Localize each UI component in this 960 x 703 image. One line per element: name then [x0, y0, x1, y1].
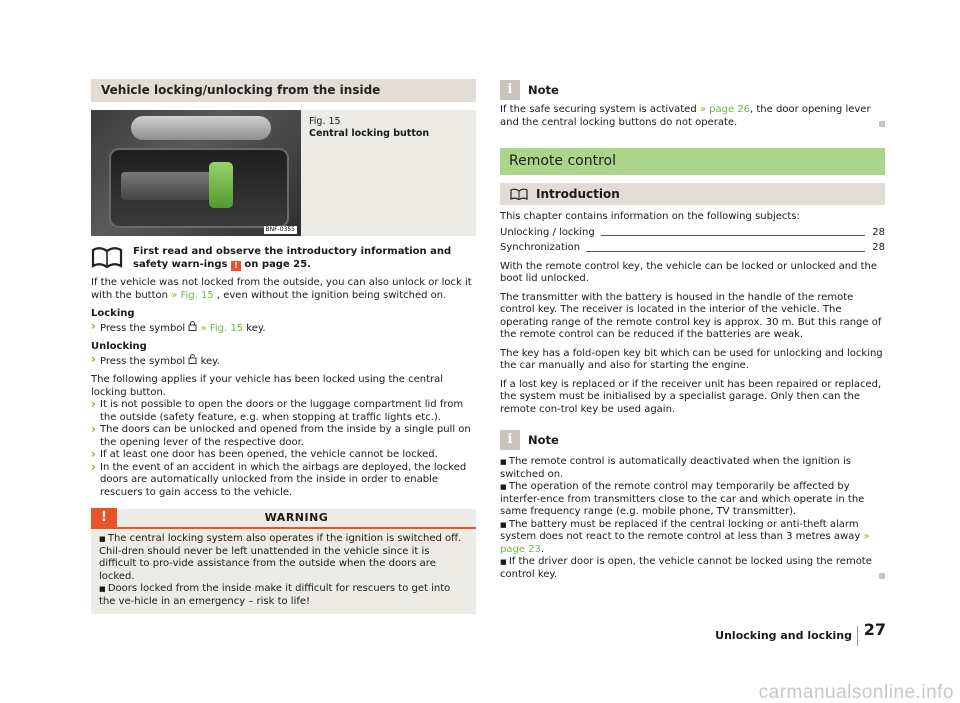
unlocking-heading: Unlocking: [91, 341, 147, 352]
note-item: ■ The remote control is automatically deactivated when the ignition is switched on.: [500, 456, 885, 481]
note-item: ■ The operation of the remote control may temporarily be affected by interfer-ence from transmitters close to the car and which operate in the same frequency range (e.g. mobile phone, TV transmitter).: [500, 481, 885, 519]
warning-label: WARNING: [264, 510, 329, 524]
opening-lever-shape: [121, 172, 211, 200]
introduction-title: Introduction: [536, 187, 620, 201]
paragraph: With the remote control key, the vehicle can be locked or unlocked and the boot lid unlocked.: [500, 260, 878, 284]
locking-step: › Press the symbol » Fig. 15 key.: [91, 321, 476, 336]
intro-paragraph: If the vehicle was not locked from the outside, you can also unlock or lock it with the button » Fig. 15 , even without the ignition being switched on.: [91, 277, 472, 301]
page-number: 27: [863, 620, 886, 639]
page-23-link[interactable]: » page 23: [500, 531, 870, 555]
page-footer: [702, 620, 886, 648]
note-label: Note: [528, 82, 559, 97]
note-header: [500, 80, 885, 100]
figure-number: Fig. 15: [309, 116, 341, 127]
list-item: › In the event of an accident in which the airbags are deployed, the locked doors are automatically unlocked from the inside in order to enable rescuers to gain access to the vehicle.: [91, 462, 476, 500]
toc-entry[interactable]: Synchronization 28: [500, 242, 885, 253]
read-first-notice: [91, 246, 476, 271]
warning-box: [91, 509, 476, 614]
warning-small-icon: !: [231, 261, 241, 271]
warning-item: ■ The central locking system also operates if the ignition is switched off. Chil-dren should never be left unattended in the vehicle since it is difficult to pro-vide assistance from the outside when the doors are locked.: [99, 533, 468, 583]
paragraph: The key has a fold-open key bit which can be used for unlocking and locking the car manually and also for starting the engine.: [500, 347, 883, 371]
toc-intro: This chapter contains information on the following subjects:: [500, 211, 800, 222]
toc-entry[interactable]: Unlocking / locking 28: [500, 226, 885, 238]
figure-image-code: BNF-0355: [265, 226, 295, 233]
end-mark-icon: [879, 121, 885, 127]
applies-paragraph: The following applies if your vehicle has been locked using the central locking button.: [91, 374, 444, 398]
list-item: › If at least one door has been opened, the vehicle cannot be locked.: [91, 449, 476, 462]
note-label: Note: [528, 432, 559, 447]
left-column: [91, 79, 476, 614]
locking-fig-15-link[interactable]: » Fig. 15: [197, 322, 244, 334]
watermark: carmanualsonline.info: [758, 681, 954, 703]
central-locking-photo: [91, 110, 301, 236]
figure-caption: [301, 110, 476, 236]
section-title: Vehicle locking/unlocking from the inside: [91, 79, 476, 102]
note-header: [500, 430, 885, 450]
read-first-page-ref: on page 25.: [240, 258, 311, 270]
central-lock-button-shape: [209, 162, 233, 208]
warning-icon: !: [91, 508, 117, 528]
paragraph: The transmitter with the battery is housed in the handle of the remote control key. The receiver is located in the interior of the vehicle. The operating range of the remote control key is approx. 30 m. But this range of the remote control can be reduced if the batteries are weak.: [500, 291, 882, 340]
info-icon: i: [500, 80, 520, 100]
fig-15-link[interactable]: » Fig. 15: [167, 289, 214, 301]
read-first-text: First read and observe the introductory information and safety warn-ings: [133, 246, 452, 270]
unlocking-step: › Press the symbol key.: [91, 354, 476, 369]
end-mark-icon: [879, 573, 885, 579]
open-book-icon: [91, 246, 123, 268]
note-item: ■ The battery must be replaced if the central locking or anti-theft alarm system does not react to the remote control at less than 3 metres away » page 23.: [500, 519, 885, 557]
page-26-link[interactable]: » page 26: [696, 104, 751, 115]
figure-caption-title: Central locking button: [309, 128, 430, 139]
list-item: › The doors can be unlocked and opened from the inside by a single pull on the opening lever of the respective door.: [91, 424, 476, 449]
open-book-icon: [510, 188, 528, 200]
info-icon: i: [500, 430, 520, 450]
right-column: [500, 80, 885, 581]
chapter-title: Remote control: [500, 148, 885, 175]
warning-item: ■ Doors locked from the inside make it difficult for rescuers to get into the ve-hicle in an emergency – risk to life!: [99, 583, 468, 608]
locking-heading: Locking: [91, 308, 135, 319]
paragraph: If a lost key is replaced or if the receiver unit has been repaired or replaced, the system must be initialised by a specialist garage. Only then can the remote con-trol key be used again.: [500, 378, 882, 415]
note-text: If the safe securing system is activated » page 26, the door opening lever and the central locking buttons do not operate.: [500, 104, 885, 129]
list-item: › It is not possible to open the doors or the luggage compartment lid from the outside (safety feature, e.g. when stopping at traffic lights etc.).: [91, 399, 476, 424]
footer-section-title: Unlocking and locking: [715, 629, 852, 642]
note-item: ■ If the driver door is open, the vehicle cannot be locked using the remote control key.: [500, 556, 885, 581]
figure-15: [91, 110, 476, 236]
footer-divider: [857, 626, 858, 646]
door-handle-shape: [131, 116, 271, 140]
introduction-header: [500, 183, 885, 205]
